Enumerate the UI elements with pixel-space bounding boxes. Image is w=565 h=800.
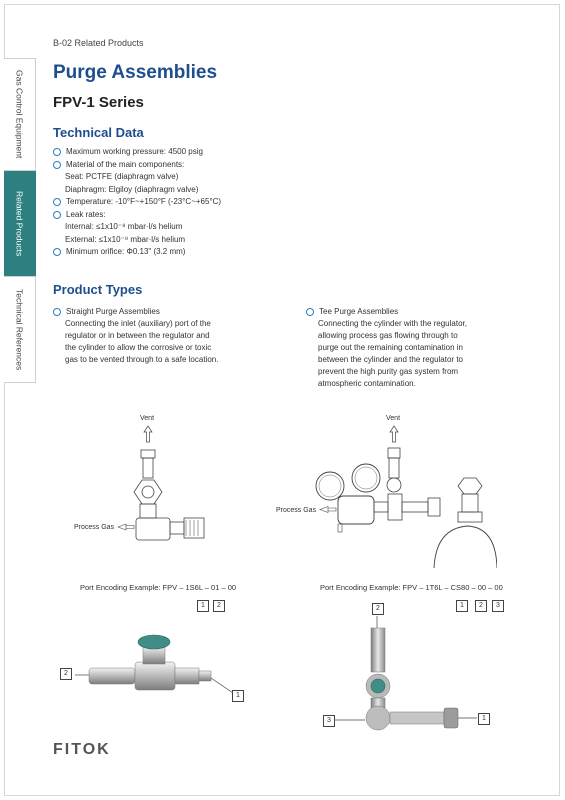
side-tab-technical-references[interactable] xyxy=(4,276,36,383)
description-line: the cylinder to allow the corrosive or toxic xyxy=(65,343,212,352)
technical-data-list xyxy=(53,146,221,259)
technical-data-heading: Technical Data xyxy=(53,125,144,140)
spec-item xyxy=(53,196,221,209)
spec-text: Material of the main components: xyxy=(66,159,185,169)
side-tab-related-products[interactable] xyxy=(4,171,36,276)
handwheel-icon xyxy=(134,480,162,504)
straight-purge-photo xyxy=(55,618,255,718)
straight-purge-description xyxy=(53,306,268,366)
series-subtitle: FPV-1 Series xyxy=(53,94,144,111)
description-line: between the cylinder and the regulator to xyxy=(318,355,463,364)
tee-port-encoding: Port Encoding Example: FPV – 1T6L – CS80 – 00 – 00 xyxy=(320,583,503,592)
side-tab-gas-control-equipment[interactable] xyxy=(4,58,36,171)
page-title: Purge Assemblies xyxy=(53,62,218,83)
spec-item xyxy=(53,209,221,222)
part-callout: 2 xyxy=(60,668,72,680)
bullet-icon xyxy=(306,308,314,316)
straight-purge-text xyxy=(53,318,268,366)
spec-item xyxy=(53,146,221,159)
tee-purge-description xyxy=(306,306,536,390)
spec-text: Maximum working pressure: 4500 psig xyxy=(66,147,203,156)
process-gas-arrow-icon xyxy=(118,524,134,530)
description-line: allowing process gas flowing through to xyxy=(318,331,458,340)
description-line: gas to be vented through to a safe location. xyxy=(65,355,219,364)
vent-arrow-icon xyxy=(144,426,152,442)
product-types-heading: Product Types xyxy=(53,282,143,297)
spec-text: Leak rates: xyxy=(66,209,106,219)
straight-purge-name: Straight Purge Assemblies xyxy=(66,307,160,316)
process-gas-label: Process Gas xyxy=(276,507,317,514)
page-header: B-02 Related Products xyxy=(53,38,144,48)
straight-purge-diagram xyxy=(70,408,220,558)
tee-purge-name: Tee Purge Assemblies xyxy=(319,307,399,316)
spec-text: Minimum orifice: Φ0.13" (3.2 mm) xyxy=(66,247,186,256)
encoding-marker: 3 xyxy=(492,600,504,612)
spec-text: External: ≤1x10⁻⁹ mbar·l/s helium xyxy=(65,234,186,244)
description-line: atmospheric contamination. xyxy=(318,379,416,388)
spec-subitem xyxy=(53,171,221,184)
spec-text: Internal: ≤1x10⁻⁸ mbar·l/s helium xyxy=(65,222,183,231)
spec-item xyxy=(53,246,221,259)
cylinder-valve-handwheel-icon xyxy=(458,478,482,494)
encoding-marker: 2 xyxy=(475,600,487,612)
pressure-gauge-icon xyxy=(316,472,344,500)
vent-label: Vent xyxy=(140,415,155,422)
spec-subitem xyxy=(53,221,221,234)
spec-text: Temperature: -10°F~+150°F (-23°C~+65°C) xyxy=(66,197,222,206)
tee-purge-text xyxy=(306,318,536,390)
vent-arrow-icon xyxy=(390,426,398,442)
bullet-icon xyxy=(53,248,61,256)
bullet-icon xyxy=(53,211,61,219)
handwheel-knob-icon xyxy=(138,635,170,649)
side-tab-label: Technical References xyxy=(14,288,25,371)
part-callout: 1 xyxy=(232,690,244,702)
bullet-icon xyxy=(53,308,61,316)
regulator-body xyxy=(338,496,374,524)
encoding-marker: 1 xyxy=(456,600,468,612)
part-callout: 3 xyxy=(323,715,335,727)
handwheel-knob-icon xyxy=(371,679,385,693)
spec-subitem xyxy=(53,234,221,247)
encoding-marker: 1 xyxy=(197,600,209,612)
spec-text: Diaphragm: Elgiloy (diaphragm valve) xyxy=(65,184,199,194)
side-tab-label: Gas Control Equipment xyxy=(14,70,25,159)
bullet-icon xyxy=(53,161,61,169)
pressure-gauge-icon xyxy=(352,464,380,492)
side-tab-label: Related Products xyxy=(14,190,25,257)
description-line: purge out the remaining contamination in xyxy=(318,343,463,352)
bullet-icon xyxy=(53,148,61,156)
fitok-logo: FITOK xyxy=(53,741,111,758)
process-gas-arrow-icon xyxy=(320,507,336,513)
part-callout: 1 xyxy=(478,713,490,725)
tee-purge-diagram xyxy=(272,408,497,568)
description-line: regulator or in between the regulator and xyxy=(65,331,210,340)
spec-item xyxy=(53,159,221,172)
gas-cylinder-icon xyxy=(434,526,497,568)
vent-label: Vent xyxy=(386,415,401,422)
description-line: Connecting the cylinder with the regulator, xyxy=(318,319,467,328)
encoding-marker: 2 xyxy=(213,600,225,612)
bullet-icon xyxy=(53,198,61,206)
side-tab-nav xyxy=(4,58,36,383)
description-line: prevent the high purity gas system from xyxy=(318,367,459,376)
spec-subitem xyxy=(53,184,221,197)
spec-text: Seat: PCTFE (diaphragm valve) xyxy=(65,172,179,181)
straight-port-encoding: Port Encoding Example: FPV – 1S6L – 01 – 00 xyxy=(80,583,237,592)
part-callout: 2 xyxy=(372,603,384,615)
description-line: Connecting the inlet (auxiliary) port of the xyxy=(65,319,211,328)
process-gas-label: Process Gas xyxy=(74,524,115,531)
